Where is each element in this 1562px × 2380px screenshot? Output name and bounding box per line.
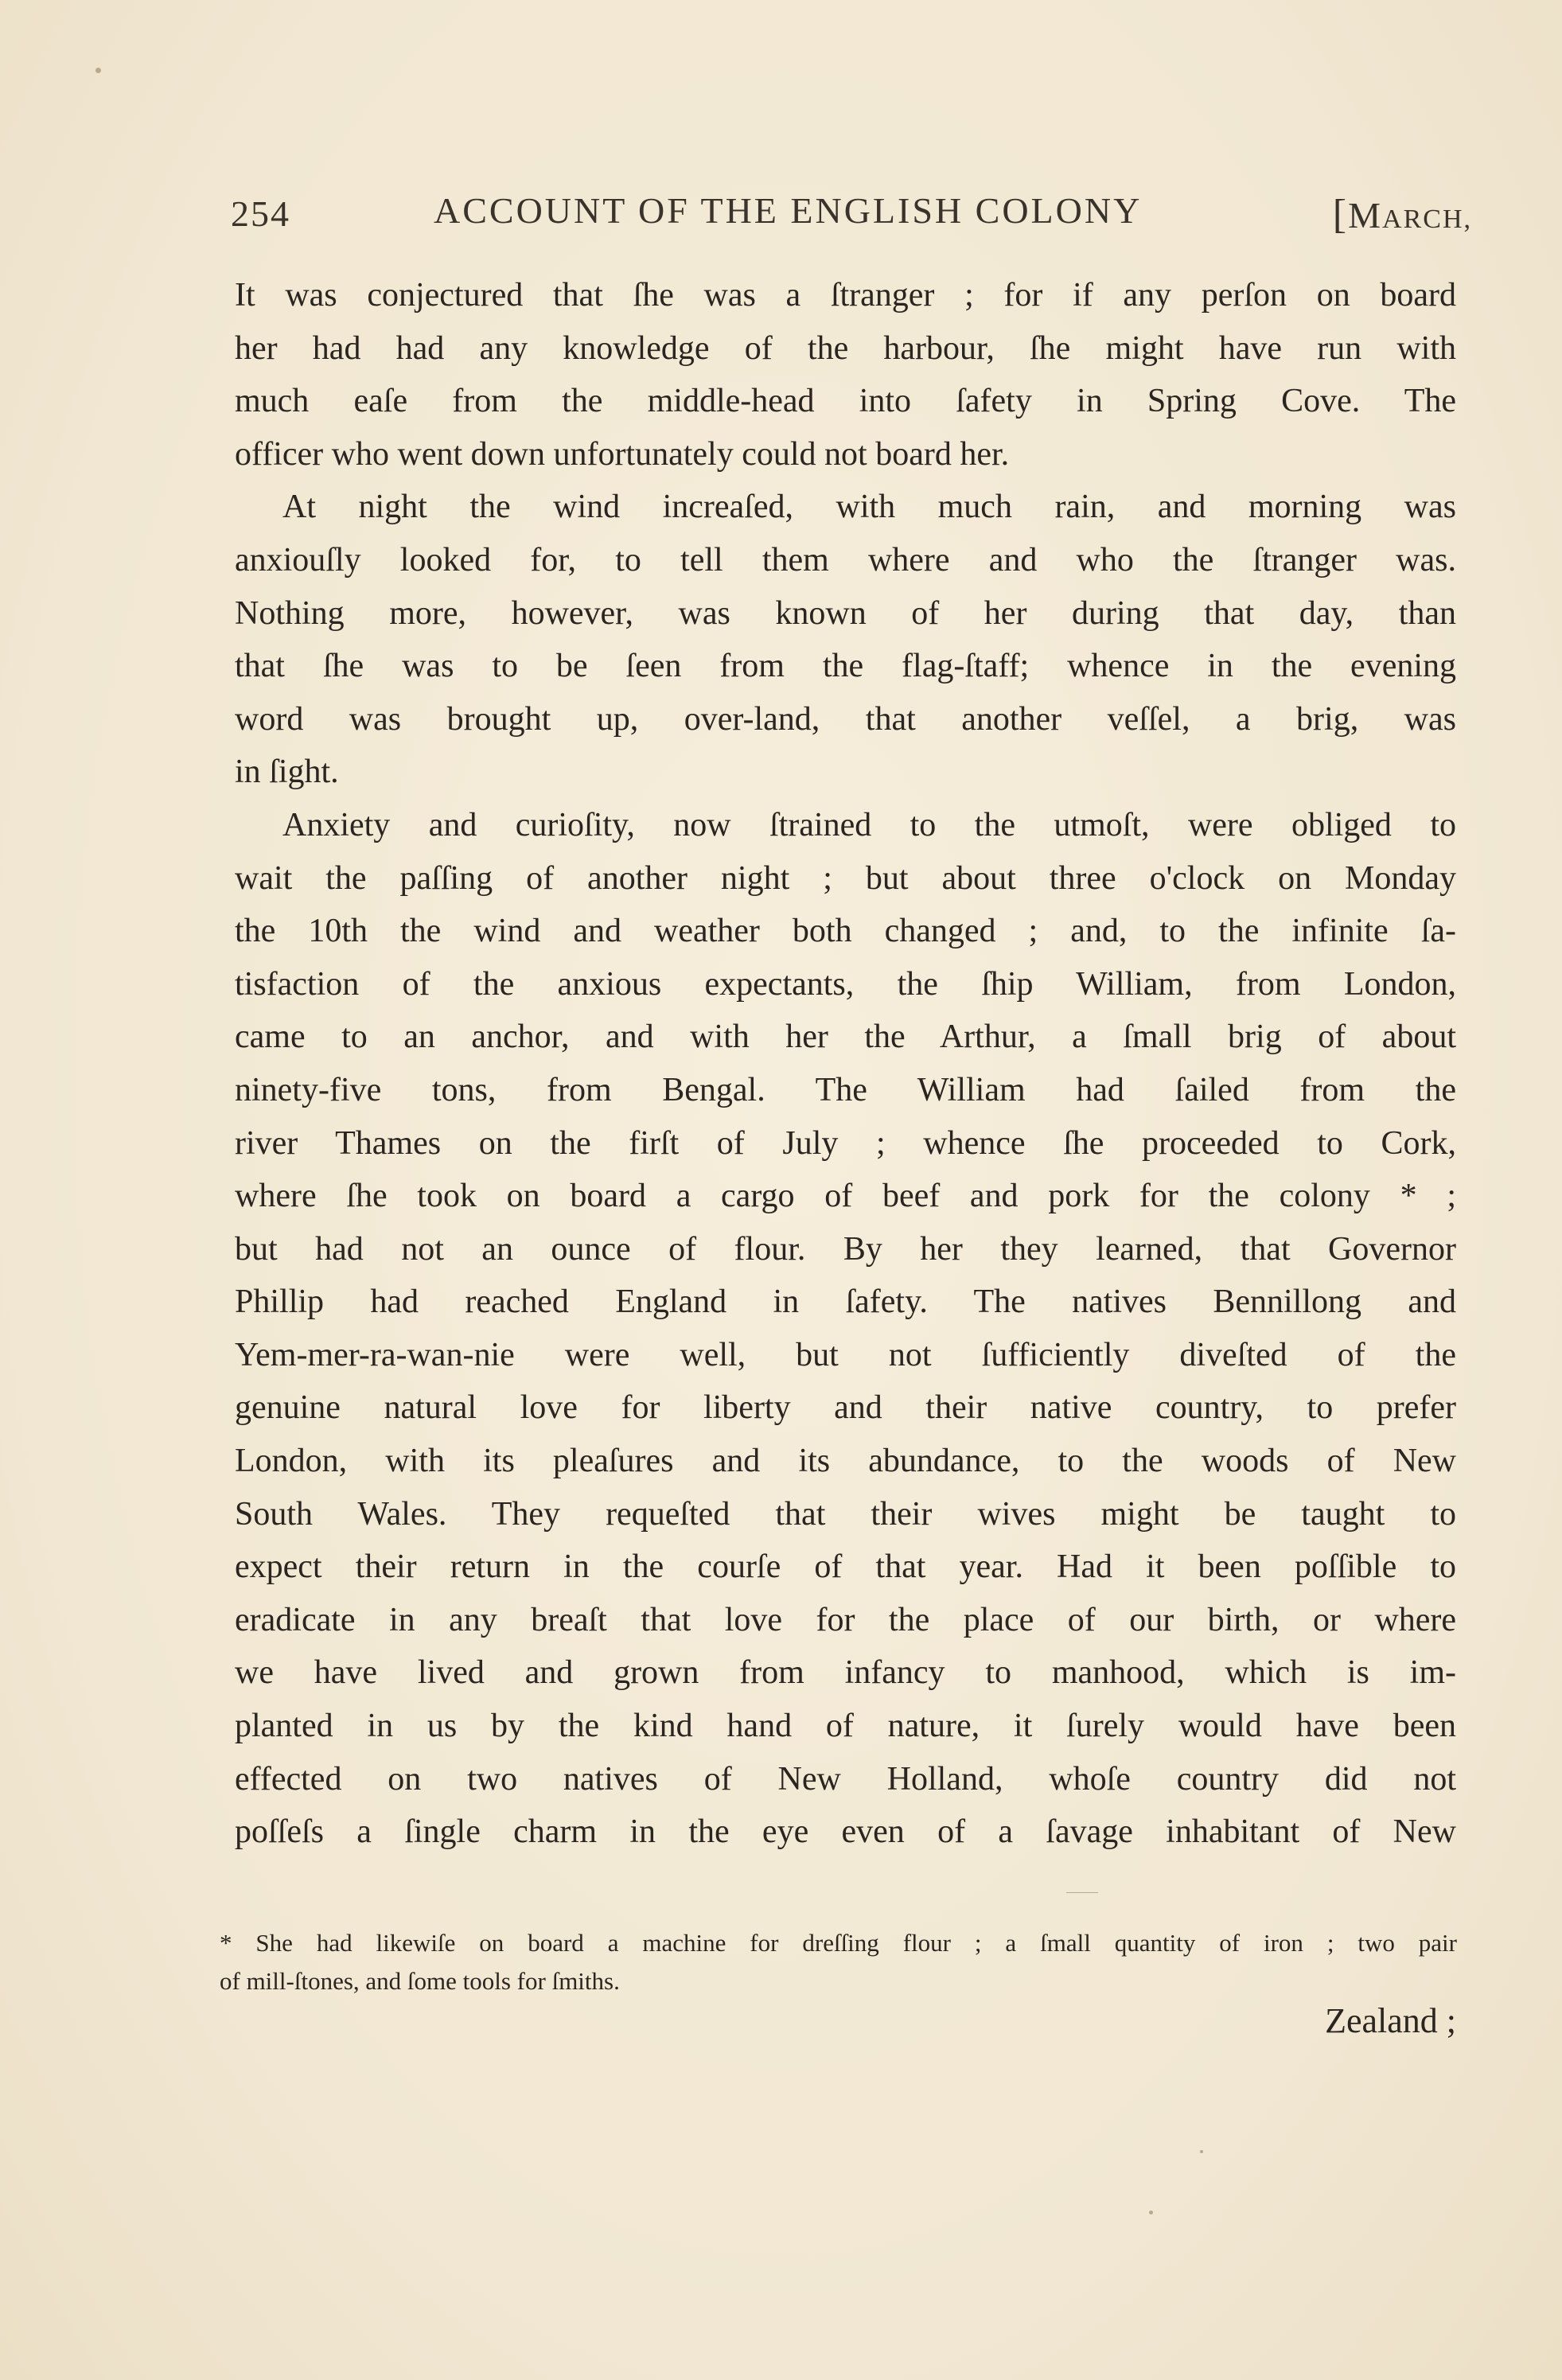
text-line: effected on two natives of New Holland, whoſe country did not [235, 1760, 1456, 1798]
month-initial: M [1348, 195, 1383, 236]
footnote-rule [1066, 1892, 1098, 1893]
text-line: At night the wind increaſed, with much rain, and morning was [282, 489, 1456, 526]
text-line: wait the paſſing of another night ; but about three o'clock on Monday [235, 859, 1456, 897]
text-line: Nothing more, however, was known of her during that day, than [235, 594, 1456, 632]
text-line: her had had any knowledge of the harbour, ſhe might have run with [235, 329, 1456, 367]
text-line: we have lived and grown from infancy to manhood, which is im- [235, 1654, 1456, 1692]
paper-speck [1149, 2211, 1153, 2214]
text-line: much eaſe from the middle-head into ſafety in Spring Cove. The [235, 383, 1456, 420]
text-line: poſſeſs a ſingle charm in the eye even of a ſavage inhabitant of New [235, 1813, 1456, 1851]
text-line: Phillip had reached England in ſafety. The natives Bennillong and [235, 1283, 1456, 1321]
text-line: It was conjectured that ſhe was a ſtranger ; for if any perſon on board [235, 277, 1456, 314]
catchword: Zealand ; [1325, 2001, 1456, 2040]
text-line: eradicate in any breaſt that love for the place of our birth, or where [235, 1601, 1456, 1638]
paper-speck [1200, 2150, 1203, 2153]
footnote [220, 1924, 1457, 2000]
footnote-line: * She had likewiſe on board a machine for dreſſing flour ; a ſmall quantity of iron ; two pair [220, 1929, 1457, 1957]
text-line: in ſight. [235, 754, 339, 791]
text-line: London, with its pleaſures and its abundance, to the woods of New [235, 1443, 1456, 1480]
text-line: came to an anchor, and with her the Arthur, a ſmall brig of about [235, 1019, 1456, 1056]
text-line: Anxiety and curioſity, now ſtrained to the utmoſt, were obliged to [282, 806, 1456, 843]
paper-speck [95, 68, 101, 73]
footnote-line: of mill-ſtones, and ſome tools for ſmiths. [220, 1967, 620, 1995]
text-line: anxiouſly looked for, to tell them where and who the ſtranger was. [235, 541, 1456, 578]
text-line: genuine natural love for liberty and their native country, to prefer [235, 1389, 1456, 1427]
text-line: that ſhe was to be ſeen from the flag-ſtaff; whence in the evening [235, 648, 1456, 685]
text-line: ninety-five tons, from Bengal. The William had ſailed from the [235, 1071, 1456, 1108]
text-line: tisfaction of the anxious expectants, the ſhip William, from London, [235, 965, 1456, 1003]
running-title: ACCOUNT OF THE ENGLISH COLONY [434, 190, 1143, 231]
text-line: officer who went down unfortunately could not board her. [235, 435, 1010, 473]
text-line: planted in us by the kind hand of nature, it ſurely would have been [235, 1708, 1456, 1745]
text-line: South Wales. They requeſted that their wives might be taught to [235, 1495, 1456, 1533]
page-number: 254 [231, 193, 290, 234]
text-line: word was brought up, over-land, that another veſſel, a brig, was [235, 700, 1456, 738]
main-text [235, 269, 1456, 1859]
month-rest: ARCH, [1382, 205, 1472, 234]
text-line: river Thames on the firſt of July ; whence ſhe proceeded to Cork, [235, 1124, 1456, 1162]
date-bracket: [ [1332, 192, 1349, 237]
running-head [231, 189, 1472, 245]
text-line: but had not an ounce of flour. By her they learned, that Governor [235, 1230, 1456, 1268]
text-line: Yem-mer-ra-wan-nie were well, but not ſufficiently diveſted of the [235, 1336, 1456, 1373]
text-line: where ſhe took on board a cargo of beef and pork for the colony * ; [235, 1178, 1456, 1215]
text-line: the 10th the wind and weather both changed ; and, to the infinite ſa- [235, 913, 1456, 950]
text-line: expect their return in the courſe of that year. Had it been poſſible to [235, 1548, 1456, 1586]
running-date [1333, 191, 1472, 238]
